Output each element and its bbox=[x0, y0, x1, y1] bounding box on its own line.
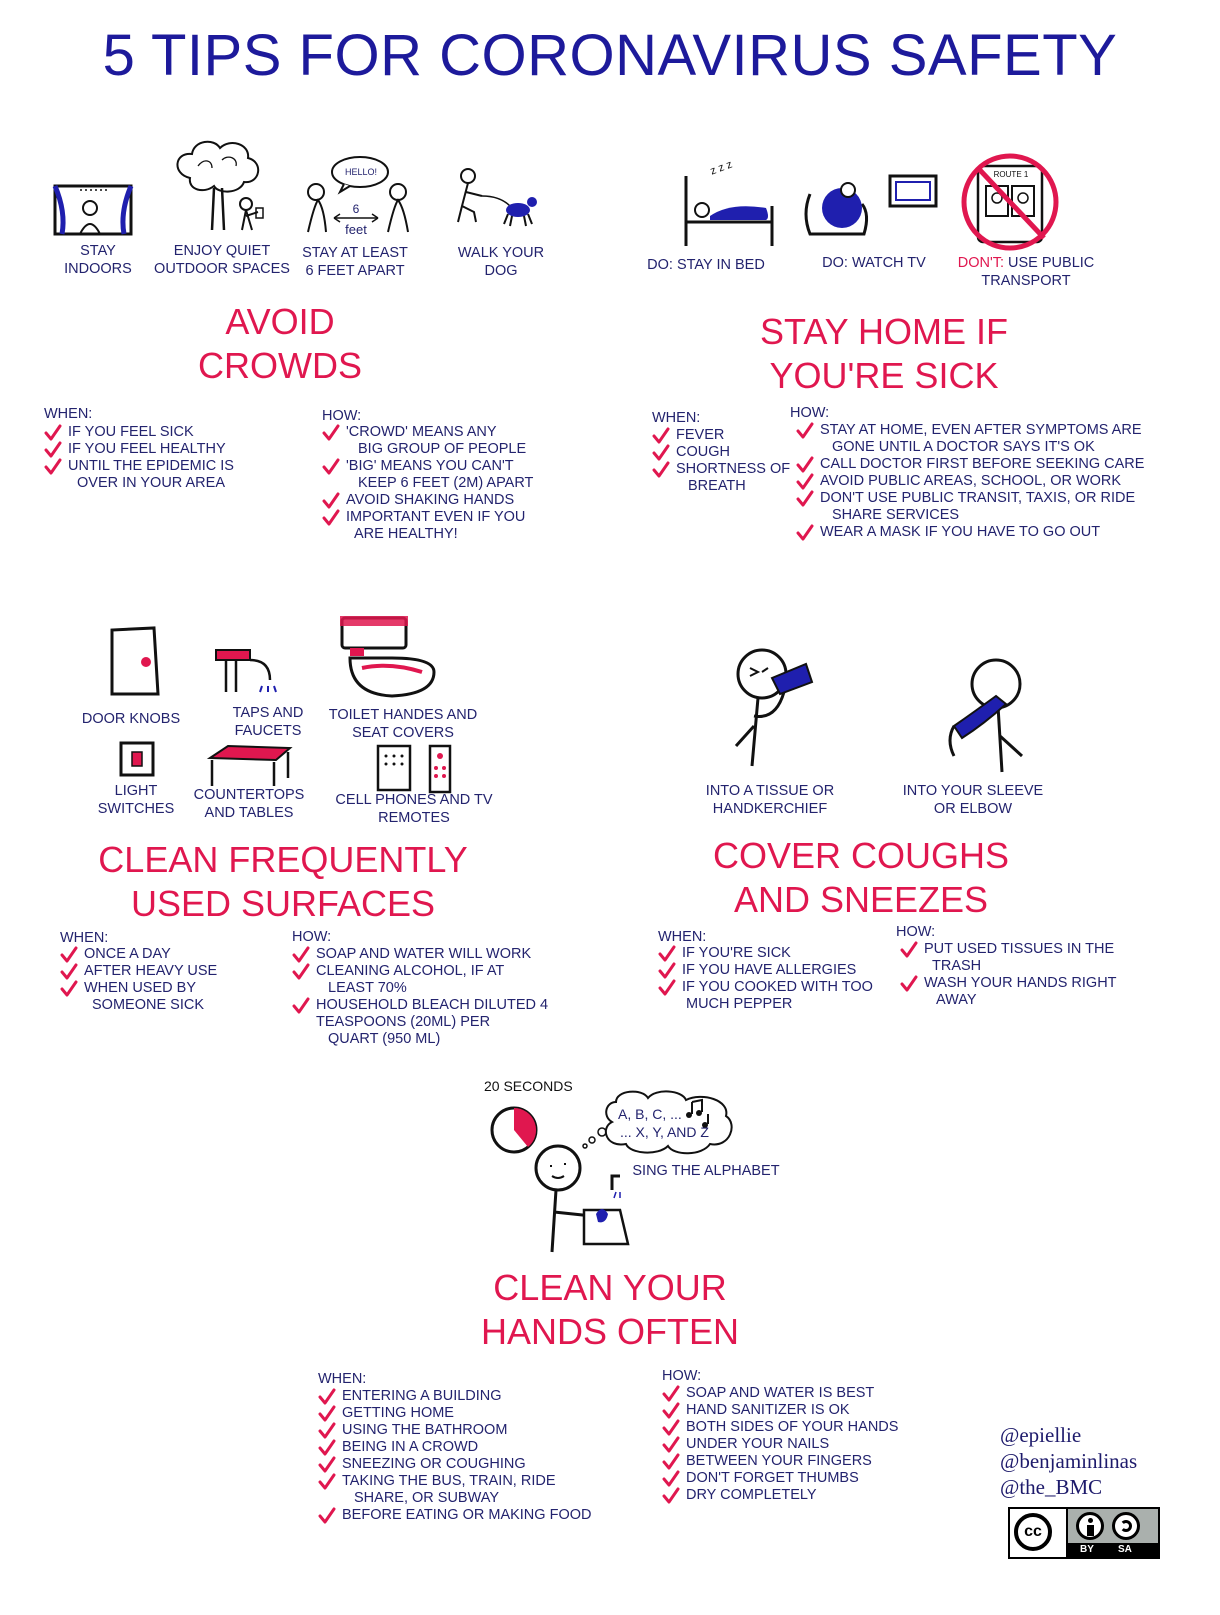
handle-epiellie[interactable]: @epiellie bbox=[1000, 1423, 1082, 1447]
check-icon bbox=[796, 422, 814, 439]
check-icon bbox=[796, 524, 814, 541]
coughs-how-label: HOW: bbox=[896, 924, 936, 940]
list-item: BEING IN A CROWD bbox=[318, 1439, 618, 1456]
list-item: BOTH SIDES OF YOUR HANDS bbox=[662, 1419, 942, 1436]
list-item: IF YOU HAVE ALLERGIES bbox=[658, 962, 898, 979]
surfaces-how-list bbox=[292, 946, 572, 1048]
elbow-sneeze-icon bbox=[940, 656, 1040, 774]
list-item: DRY COMPLETELY bbox=[662, 1487, 942, 1504]
sa-label: SA bbox=[1118, 1544, 1132, 1555]
list-item: IF YOU'RE SICK bbox=[658, 945, 898, 962]
handle-benjaminlinas[interactable]: @benjaminlinas bbox=[1000, 1449, 1138, 1473]
list-item: HOUSEHOLD BLEACH DILUTED 4 TEASPOONS (20ML) PER QUART (950 ML) bbox=[292, 997, 572, 1048]
list-item: STAY AT HOME, EVEN AFTER SYMPTOMS ARE GONE UNTIL A DOCTOR SAYS IT'S OK bbox=[796, 422, 1176, 456]
window-person-icon bbox=[52, 182, 134, 238]
check-icon bbox=[44, 424, 62, 441]
check-icon bbox=[662, 1385, 680, 1402]
avoid-how-list bbox=[322, 424, 582, 543]
caption-toilet-1: TOILET HANDES AND bbox=[328, 707, 478, 723]
check-icon bbox=[658, 945, 676, 962]
avoid-when-label: WHEN: bbox=[44, 406, 93, 422]
check-icon bbox=[652, 444, 670, 461]
caption-counter-1: COUNTERTOPS bbox=[193, 787, 305, 803]
caption-light-2: SWITCHES bbox=[97, 801, 175, 817]
cc-license-badge[interactable] bbox=[1008, 1507, 1160, 1559]
caption-bed: DO: STAY IN BED bbox=[647, 257, 765, 273]
distance-unit: feet bbox=[345, 222, 367, 237]
check-icon bbox=[44, 441, 62, 458]
distance-number: 6 bbox=[352, 202, 360, 216]
bus-sign-text: ROUTE 1 bbox=[993, 170, 1029, 179]
tree-park-icon bbox=[168, 138, 268, 236]
sa-icon bbox=[1112, 1512, 1140, 1540]
toilet-icon bbox=[340, 616, 438, 702]
check-icon bbox=[44, 458, 62, 475]
list-item: 'CROWD' MEANS ANY BIG GROUP OF PEOPLE bbox=[322, 424, 582, 458]
stayhome-when-list bbox=[652, 427, 802, 495]
list-item: HAND SANITIZER IS OK bbox=[662, 1402, 942, 1419]
avoid-how-label: HOW: bbox=[322, 408, 362, 424]
faucet-icon bbox=[212, 646, 276, 698]
list-item: WEAR A MASK IF YOU HAVE TO GO OUT bbox=[796, 524, 1176, 541]
caption-outdoor-2: OUTDOOR SPACES bbox=[154, 261, 290, 277]
list-item: FEVER bbox=[652, 427, 802, 444]
list-item: SOAP AND WATER IS BEST bbox=[662, 1385, 942, 1402]
caption-tissue-1: INTO A TISSUE OR bbox=[705, 783, 835, 799]
caption-stay-indoors-2: INDOORS bbox=[64, 261, 132, 277]
check-icon bbox=[652, 461, 670, 478]
stayhome-how-list bbox=[796, 422, 1176, 541]
door-knob-icon bbox=[108, 626, 162, 698]
caption-light-1: LIGHT bbox=[114, 783, 158, 799]
check-icon bbox=[662, 1470, 680, 1487]
caption-toilet-2: SEAT COVERS bbox=[352, 725, 454, 741]
hands-how-list bbox=[662, 1385, 942, 1504]
list-item: ONCE A DAY bbox=[60, 946, 260, 963]
sing-label: SING THE ALPHABET bbox=[632, 1163, 780, 1179]
check-icon bbox=[900, 975, 918, 992]
surfaces-when-label: WHEN: bbox=[60, 930, 109, 946]
list-item: IMPORTANT EVEN IF YOU ARE HEALTHY! bbox=[322, 509, 582, 543]
check-icon bbox=[796, 456, 814, 473]
list-item: BETWEEN YOUR FINGERS bbox=[662, 1453, 942, 1470]
list-item: CLEANING ALCOHOL, IF AT LEAST 70% bbox=[292, 963, 572, 997]
check-icon bbox=[318, 1456, 336, 1473]
list-item: BEFORE EATING OR MAKING FOOD bbox=[318, 1507, 618, 1524]
heading-avoid-crowds-1: AVOID bbox=[225, 301, 335, 342]
caption-tissue-2: HANDKERCHIEF bbox=[712, 801, 828, 817]
check-icon bbox=[658, 962, 676, 979]
check-icon bbox=[662, 1402, 680, 1419]
check-icon bbox=[662, 1453, 680, 1470]
list-item: 'BIG' MEANS YOU CAN'T KEEP 6 FEET (2M) APART bbox=[322, 458, 582, 492]
check-icon bbox=[322, 509, 340, 526]
caption-taps-2: FAUCETS bbox=[234, 723, 302, 739]
hands-how-label: HOW: bbox=[662, 1368, 702, 1384]
surfaces-when-list bbox=[60, 946, 260, 1014]
list-item: WHEN USED BY SOMEONE SICK bbox=[60, 980, 260, 1014]
list-item: IF YOU FEEL SICK bbox=[44, 424, 304, 441]
list-item: GETTING HOME bbox=[318, 1405, 618, 1422]
caption-apart-2: 6 FEET APART bbox=[305, 263, 405, 279]
heading-cover-coughs-1: COVER COUGHS bbox=[712, 835, 1010, 876]
caption-dog-1: WALK YOUR bbox=[457, 245, 545, 261]
caption-dont: DON'T: bbox=[957, 255, 1005, 271]
caption-taps-1: TAPS AND bbox=[232, 705, 304, 721]
heading-clean-surfaces-1: CLEAN FREQUENTLY bbox=[98, 839, 468, 880]
heading-avoid-crowds-2: CROWDS bbox=[198, 345, 362, 386]
caption-sleeve-2: OR ELBOW bbox=[933, 801, 1013, 817]
check-icon bbox=[318, 1405, 336, 1422]
heading-stay-home-2: YOU'RE SICK bbox=[769, 355, 999, 396]
cc-icon: cc bbox=[1014, 1513, 1052, 1551]
caption-door: DOOR KNOBS bbox=[81, 711, 181, 727]
list-item: CALL DOCTOR FIRST BEFORE SEEKING CARE bbox=[796, 456, 1176, 473]
list-item: TAKING THE BUS, TRAIN, RIDE SHARE, OR SUBWAY bbox=[318, 1473, 618, 1507]
list-item: SNEEZING OR COUGHING bbox=[318, 1456, 618, 1473]
caption-stay-indoors-1: STAY bbox=[80, 243, 116, 259]
check-icon bbox=[292, 997, 310, 1014]
check-icon bbox=[322, 458, 340, 475]
check-icon bbox=[662, 1419, 680, 1436]
caption-phones-1: CELL PHONES AND TV bbox=[335, 792, 493, 808]
list-item: IF YOU COOKED WITH TOO MUCH PEPPER bbox=[658, 979, 898, 1013]
caption-phones-2: REMOTES bbox=[378, 810, 450, 826]
zzz-text: z z z bbox=[708, 158, 734, 178]
caption-counter-2: AND TABLES bbox=[204, 805, 294, 821]
check-icon bbox=[658, 979, 676, 996]
heading-stay-home-1: STAY HOME IF bbox=[759, 311, 1009, 352]
phone-remote-icon bbox=[376, 744, 456, 794]
timer-label: 20 SECONDS bbox=[484, 1078, 573, 1094]
check-icon bbox=[292, 963, 310, 980]
check-icon bbox=[322, 424, 340, 441]
coughs-how-list bbox=[900, 941, 1140, 1009]
no-bus-icon bbox=[950, 150, 1070, 254]
caption-sleeve-1: INTO YOUR SLEEVE bbox=[902, 783, 1044, 799]
surfaces-how-label: HOW: bbox=[292, 929, 332, 945]
check-icon bbox=[662, 1487, 680, 1504]
heading-cover-coughs-2: AND SNEEZES bbox=[733, 879, 989, 920]
caption-transport: TRANSPORT bbox=[981, 273, 1071, 289]
page-title: 5 TIPS FOR CORONAVIRUS SAFETY bbox=[102, 23, 1118, 88]
list-item: DON'T FORGET THUMBS bbox=[662, 1470, 942, 1487]
list-item: AVOID SHAKING HANDS bbox=[322, 492, 582, 509]
list-item: SOAP AND WATER WILL WORK bbox=[292, 946, 572, 963]
list-item: PUT USED TISSUES IN THE TRASH bbox=[900, 941, 1140, 975]
list-item: ENTERING A BUILDING bbox=[318, 1388, 618, 1405]
bed-icon bbox=[680, 166, 776, 248]
hello-bubble-text: HELLO! bbox=[344, 167, 377, 177]
list-item: COUGH bbox=[652, 444, 802, 461]
hands-when-list bbox=[318, 1388, 618, 1524]
handle-the-bmc[interactable]: @the_BMC bbox=[1000, 1475, 1103, 1499]
table-icon bbox=[206, 744, 294, 788]
list-item: WASH YOUR HANDS RIGHT AWAY bbox=[900, 975, 1140, 1009]
dog-walk-icon bbox=[452, 166, 538, 232]
coughs-when-list bbox=[658, 945, 898, 1013]
check-icon bbox=[60, 963, 78, 980]
hands-when-label: WHEN: bbox=[318, 1371, 367, 1387]
alphabet-line-2: ... X, Y, AND Z bbox=[620, 1124, 709, 1140]
heading-clean-hands-1: CLEAN YOUR bbox=[493, 1267, 727, 1308]
check-icon bbox=[60, 946, 78, 963]
check-icon bbox=[318, 1507, 336, 1524]
heading-clean-surfaces-2: USED SURFACES bbox=[130, 883, 436, 924]
list-item: SHORTNESS OF BREATH bbox=[652, 461, 802, 495]
check-icon bbox=[796, 490, 814, 507]
caption-tv: DO: WATCH TV bbox=[822, 255, 926, 271]
check-icon bbox=[652, 427, 670, 444]
stayhome-how-label: HOW: bbox=[790, 405, 830, 421]
light-switch-icon bbox=[118, 740, 156, 778]
check-icon bbox=[318, 1439, 336, 1456]
check-icon bbox=[318, 1473, 336, 1490]
list-item: DON'T USE PUBLIC TRANSIT, TAXIS, OR RIDE SHARE SERVICES bbox=[796, 490, 1176, 524]
by-label: BY bbox=[1080, 1544, 1094, 1555]
heading-clean-hands-2: HANDS OFTEN bbox=[480, 1311, 739, 1352]
caption-outdoor-1: ENJOY QUIET bbox=[173, 243, 271, 259]
by-icon bbox=[1076, 1512, 1104, 1540]
handwash-person-icon bbox=[528, 1140, 640, 1256]
list-item: AVOID PUBLIC AREAS, SCHOOL, OR WORK bbox=[796, 473, 1176, 490]
tissue-sneeze-icon bbox=[726, 646, 816, 770]
caption-apart-1: STAY AT LEAST bbox=[302, 245, 408, 261]
avoid-when-list bbox=[44, 424, 304, 492]
check-icon bbox=[292, 946, 310, 963]
list-item: UNDER YOUR NAILS bbox=[662, 1436, 942, 1453]
list-item: USING THE BATHROOM bbox=[318, 1422, 618, 1439]
check-icon bbox=[60, 980, 78, 997]
list-item: UNTIL THE EPIDEMIC IS OVER IN YOUR AREA bbox=[44, 458, 304, 492]
caption-dog-2: DOG bbox=[484, 263, 518, 279]
check-icon bbox=[318, 1388, 336, 1405]
check-icon bbox=[900, 941, 918, 958]
couch-tv-icon bbox=[800, 174, 944, 244]
check-icon bbox=[322, 492, 340, 509]
check-icon bbox=[662, 1436, 680, 1453]
list-item: IF YOU FEEL HEALTHY bbox=[44, 441, 304, 458]
coughs-when-label: WHEN: bbox=[658, 929, 707, 945]
check-icon bbox=[318, 1422, 336, 1439]
caption-public: USE PUBLIC bbox=[1004, 255, 1095, 271]
check-icon bbox=[796, 473, 814, 490]
list-item: AFTER HEAVY USE bbox=[60, 963, 260, 980]
stayhome-when-label: WHEN: bbox=[652, 410, 701, 426]
alphabet-line-1: A, B, C, ... bbox=[618, 1106, 682, 1122]
